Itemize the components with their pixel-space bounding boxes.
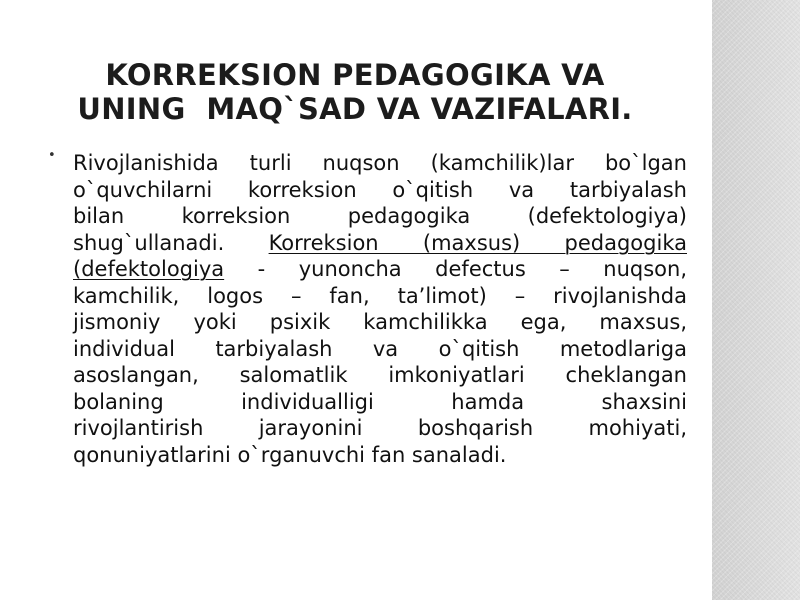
body-line <box>73 230 687 257</box>
body-line: kamchilik, logos – fan, ta’limot) – rivojlanishda <box>73 283 687 308</box>
slide-title <box>30 58 680 126</box>
body-text-segment: shug`ullanadi. <box>73 230 225 255</box>
body-line: individual tarbiyalash va o`qitish metodlariga <box>73 336 687 361</box>
body-line: jismoniy yoki psixik kamchilikka ega, maxsus, <box>73 310 687 334</box>
body-line: o`quvchilarni korreksion o`qitish va tarbiyalash <box>73 177 687 202</box>
bullet-icon: • <box>48 148 56 163</box>
body-text-segment: - yunoncha defectus – nuqson, <box>257 257 687 281</box>
body-line: qonuniyatlarini o`rganuvchi fan sanaladi. <box>73 442 507 467</box>
title-line-2: UNING MAQ`SAD VA VAZIFALARI. <box>77 92 633 126</box>
body-line: asoslangan, salomatlik imkoniyatlari cheklangan <box>73 363 687 387</box>
body-line: bilan korreksion pedagogika (defektologiya) <box>73 204 687 228</box>
body-paragraph <box>73 150 687 468</box>
body-line: rivojlantirish jarayonini boshqarish mohiyati, <box>73 416 687 440</box>
term-underlined: (defektologiya <box>73 257 225 281</box>
side-decor-panel <box>712 0 800 600</box>
term-underlined: Korreksion (maxsus) pedagogika <box>268 230 687 255</box>
body-line <box>73 256 687 283</box>
title-line-1: KORREKSION PEDAGOGIKA VA <box>105 58 605 92</box>
body-line: bolaning individualligi hamda shaxsini <box>73 389 687 414</box>
body-line: Rivojlanishida turli nuqson (kamchilik)lar bo`lgan <box>73 151 687 175</box>
